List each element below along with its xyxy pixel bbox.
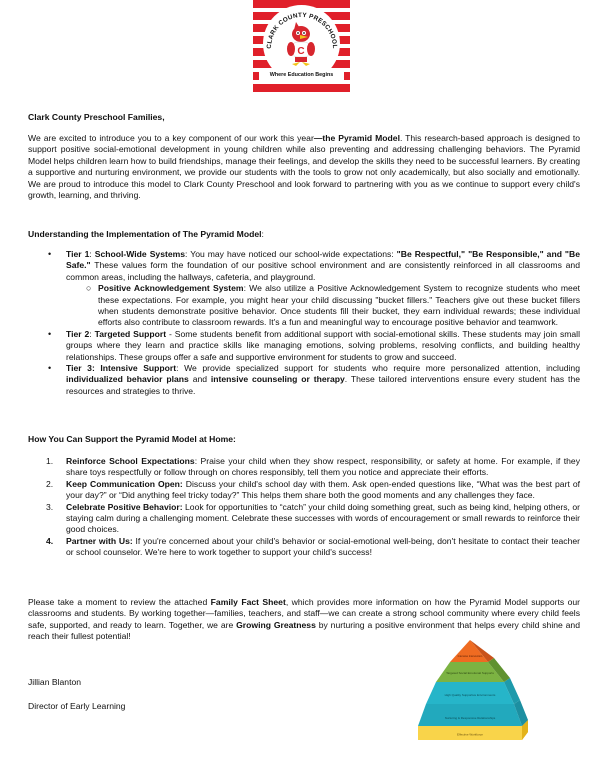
sub-item-text: We also utilize a Positive Acknowledgement System to recognize students who meet these expectations. For example, you might hear your child discussing "bucket fillers." Teachers give out these bucket fillers when students demonstrate positive behavior. Once students fill their bucket, they earn individual rewards; these individual efforts also contribute to classroom rewards. It's a fun and meaningful way to encourage positive behavior and teamwork.	[98, 283, 580, 328]
tier-3-counseling: intensive counseling or therapy	[210, 374, 345, 385]
number-marker: 1.	[46, 456, 54, 466]
tier-2-title: Targeted Support	[94, 328, 167, 339]
svg-text:Effective Workforce: Effective Workforce	[457, 732, 483, 737]
signature-name: Jillian Blanton	[28, 677, 82, 687]
signature-title: Director of Early Learning	[28, 701, 126, 711]
closing-text: Please take a moment to review the attached	[28, 597, 211, 607]
cardinal-mascot-icon	[286, 20, 316, 68]
home-item-text: If you're concerned about your child's behavior or social-emotional well-being, don't hesitate to contact their teacher or school counselor. We're here to work together to support your child's success!	[66, 535, 580, 558]
bullet-icon: •	[48, 328, 52, 339]
tier-1-title: School-Wide Systems	[94, 249, 186, 259]
heading-colon: :	[261, 229, 264, 239]
home-item-title: Reinforce School Expectations	[66, 456, 195, 466]
closing-paragraph	[28, 597, 580, 643]
sub-item-colon: :	[243, 283, 246, 294]
bullet-icon: •	[48, 363, 52, 374]
family-fact-sheet-reference: Family Fact Sheet	[210, 597, 286, 607]
tier-3-and: and	[188, 374, 211, 385]
tier-2-text: - Some students benefit from additional support with social-emotional skills. These students may join small groups where they learn and practice skills like managing emotions, solving problems, resolving conflicts, and building healthy relationships. These groups offer a safe and supportive environment for students to grow and succeed.	[66, 328, 581, 362]
tiers-list	[28, 249, 580, 397]
svg-text:C: C	[297, 46, 305, 57]
tier-1-expectations: "Be Respectful," "Be Responsible," and "Be Safe."	[66, 249, 580, 271]
svg-text:CLARK COUNTY PRESCHOOL: CLARK COUNTY PRESCHOOL	[265, 11, 339, 49]
home-item-title: Celebrate Positive Behavior:	[66, 501, 183, 512]
number-marker: 2.	[46, 478, 54, 489]
pyramid-layer-relationships	[418, 704, 522, 726]
tier-3-item	[28, 363, 580, 397]
tier-3-colon: :	[176, 363, 179, 374]
home-item-text: Discuss your child's school day with them. Ask open-ended questions like, “What was the best part of your day?” or “Did anything feel tricky today?” This helps them share both the good moments and any challenges they face.	[66, 478, 581, 501]
tier-1-colon: :	[185, 249, 188, 259]
tier-3-text-continued: . These tailored interventions ensure every student has the resources and strategies to thrive.	[66, 374, 581, 396]
closing-text-end: by nurturing a positive environment that helps every child shine and reach their fullest potential!	[28, 619, 580, 642]
tier-1-sep: :	[89, 249, 95, 259]
tier-2-sep: :	[89, 328, 95, 339]
understanding-heading-text: Understanding the Implementation of The Pyramid Model	[28, 229, 262, 239]
home-item-text: Praise your child when they show respect, responsibility, or safety at home. For example, if they share toys respectfully or follow through on chores responsibly, tell them you notice and appreciate their efforts.	[66, 456, 580, 478]
svg-text:High Quality Supportive Enviro: High Quality Supportive Environments	[444, 693, 496, 697]
intro-text: We are excited to introduce you to a key component of our work this year	[28, 133, 314, 143]
tier-1-item	[28, 249, 580, 329]
tier-2-item	[28, 329, 580, 363]
home-item-title: Partner with Us:	[66, 535, 133, 546]
home-item-title: Keep Communication Open:	[66, 478, 183, 489]
growing-greatness: Growing Greatness	[236, 619, 316, 630]
tier-2-label: Tier 2	[66, 328, 90, 339]
school-logo	[253, 0, 350, 95]
number-marker: 4.	[46, 535, 54, 546]
home-support-list	[28, 456, 580, 559]
svg-text:Nurturing & Responsive Relatio: Nurturing & Responsive Relationships	[444, 716, 496, 720]
home-item-colon: :	[194, 456, 198, 466]
circle-bullet-icon: ○	[86, 283, 92, 294]
tier-3-behavior-plans: individualized behavior plans	[66, 374, 189, 385]
home-item-text: Look for opportunities to “catch” your child doing something great, such as being kind, helping others, or staying calm during a challenging moment. Celebrate these successes with words of encouragement or small rewards to reinforce their good choices.	[66, 501, 580, 535]
svg-text:Intensive Intervention: Intensive Intervention	[457, 655, 483, 658]
svg-text:Targeted Social Emotional Supp: Targeted Social Emotional Supports	[446, 671, 494, 675]
bullet-icon: •	[48, 249, 52, 259]
home-item-3	[28, 502, 580, 536]
home-support-heading: How You Can Support the Pyramid Model at Home:	[28, 434, 236, 444]
intro-paragraph	[28, 133, 580, 201]
intro-text-continued: . This research-based approach is designed to support positive social-emotional development in young children while also preventing and addressing challenging behaviors. The Pyramid Model helps children learn how to build friendships, manage their feelings, and develop the skills they need to be successful learners. By creating a supportive and nurturing environment, we provide our students with the tools to grow not only academically, but also socially and emotionally. We are proud to introduce this model to Clark County Preschool and look forward to partnering with you as we continue to support every child's growth, learning, and thriving.	[28, 133, 580, 201]
logo-tagline: Where Education Begins	[259, 70, 344, 80]
tier-1-label: Tier 1	[66, 249, 90, 259]
home-item-1	[28, 456, 580, 479]
tier-3-text: We provide specialized support for students who require more personalized attention, including	[178, 363, 580, 374]
closing-text-continued: , which provides more information on how the Pyramid Model supports our classrooms and students. By working together—families, teachers, and staff—we can create a strong school community where every child feels safe, supported, and ready to learn. Together, we are	[28, 597, 581, 630]
salutation: Clark County Preschool Families,	[28, 112, 165, 122]
pyramid-model-image	[410, 640, 535, 755]
tier-3-title: Tier 3: Intensive Support	[66, 363, 177, 374]
number-marker: 3.	[46, 501, 54, 512]
positive-acknowledgement-subitem	[66, 283, 580, 329]
intro-bold-pyramid-model: —the Pyramid Model	[313, 133, 400, 143]
tier-1-text-continued: These values form the foundation of our positive school environment and are consistently reinforced in all classrooms and common areas, including the hallways, cafeteria, and playground.	[66, 260, 580, 282]
sub-item-title: Positive Acknowledgement System	[98, 283, 244, 294]
home-item-4	[28, 536, 580, 559]
home-item-2	[28, 479, 580, 502]
tier-1-text: You may have noticed our school-wide expectations:	[187, 249, 397, 259]
understanding-heading	[28, 229, 264, 240]
